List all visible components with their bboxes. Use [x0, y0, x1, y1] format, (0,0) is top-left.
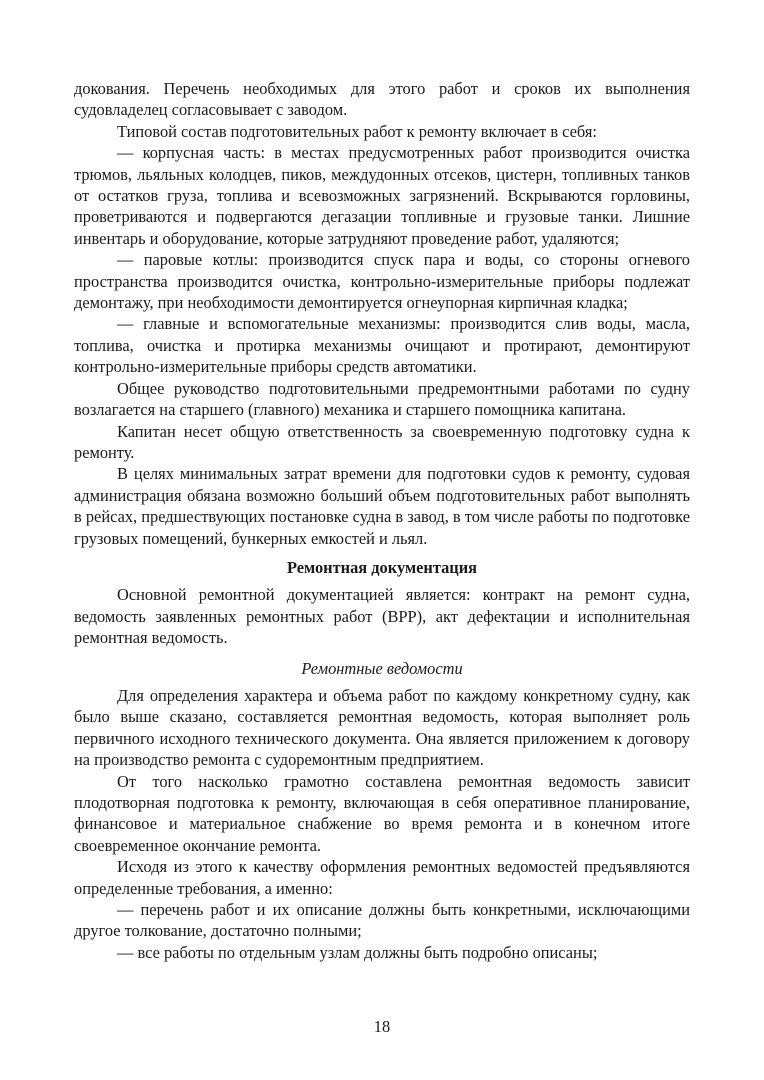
paragraph: От того насколько грамотно составлена ремонтная ведомость зависит плодотворная подготовка к ремонту, включающая в себя оперативное планирование, финансовое и материальное снабжение во время ремонта и в конечном итоге своевременное окончание ремонта. [74, 771, 690, 855]
paragraph: Исходя из этого к качеству оформления ремонтных ведомостей предъявляются определенные требования, а именно: [74, 857, 690, 898]
paragraph: Типовой состав подготовительных работ к ремонту включает в себя: [117, 121, 597, 141]
subsection-heading: Ремонтные ведомости [301, 658, 463, 678]
section-heading: Ремонтная документация [286, 557, 478, 577]
list-item: — перечень работ и их описание должны быть конкретными, исключающими другое толкование, достаточно полными; [74, 900, 690, 941]
page-body [74, 78, 690, 963]
paragraph: Для определения характера и объема работ по каждому конкретному судну, как было выше сказано, составляется ремонтная ведомость, которая выполняет роль первичного исходного технического документа. Она является приложением к договору на производство ремонта с судоремонтным предприятием. [74, 685, 690, 770]
list-item: — все работы по отдельным узлам должны быть подробно описаны; [117, 942, 598, 962]
paragraph: Общее руководство подготовительными предремонтными работами по судну возлагается на старшего (главного) механика и старшего помощника капитана. [74, 378, 690, 420]
paragraph: докования. Перечень необходимых для этого работ и сроков их выполнения судовладелец согласовывает с заводом. [74, 79, 690, 120]
paragraph: Основной ремонтной документацией является: контракт на ремонт судна, ведомость заявленных ремонтных работ (ВРР), акт дефектации и исполнительная ремонтная ведомость. [74, 585, 690, 648]
paragraph: Капитан несет общую ответственность за своевременную подготовку судна к ремонту. [74, 421, 690, 462]
list-item: — главные и вспомогательные механизмы: производится слив воды, масла, топлива, очистка и протирка механизмы очищают и протирают, демонтируют контрольно-измерительные приборы средств автоматики. [74, 314, 690, 377]
list-item: — корпусная часть: в местах предусмотренных работ производится очистка трюмов, льяльных колодцев, пиков, междудонных отсеков, цистерн, топливных танков от остатков груза, топлива и всевозможных загрязнений. Вскрываются горловины, проветриваются и подвергаются дегазации топливные и грузовые танки. Лишние инвентарь и оборудование, которые затрудняют проведение работ, удаляются; [74, 143, 690, 248]
list-item: — паровые котлы: производится спуск пара и воды, со стороны огневого пространства производится очистка, контрольно-измерительные приборы подлежат демонтажу, при необходимости демонтируется огнеупорная кирпичная кладка; [74, 250, 690, 313]
paragraph: В целях минимальных затрат времени для подготовки судов к ремонту, судовая администрация обязана возможно больший объем подготовительных работ выполнять в рейсах, предшествующих постановке судна в завод, в том числе работы по подготовке грузовых помещений, бункерных емкостей и льял. [74, 464, 690, 548]
page-number: 18 [373, 1017, 391, 1036]
